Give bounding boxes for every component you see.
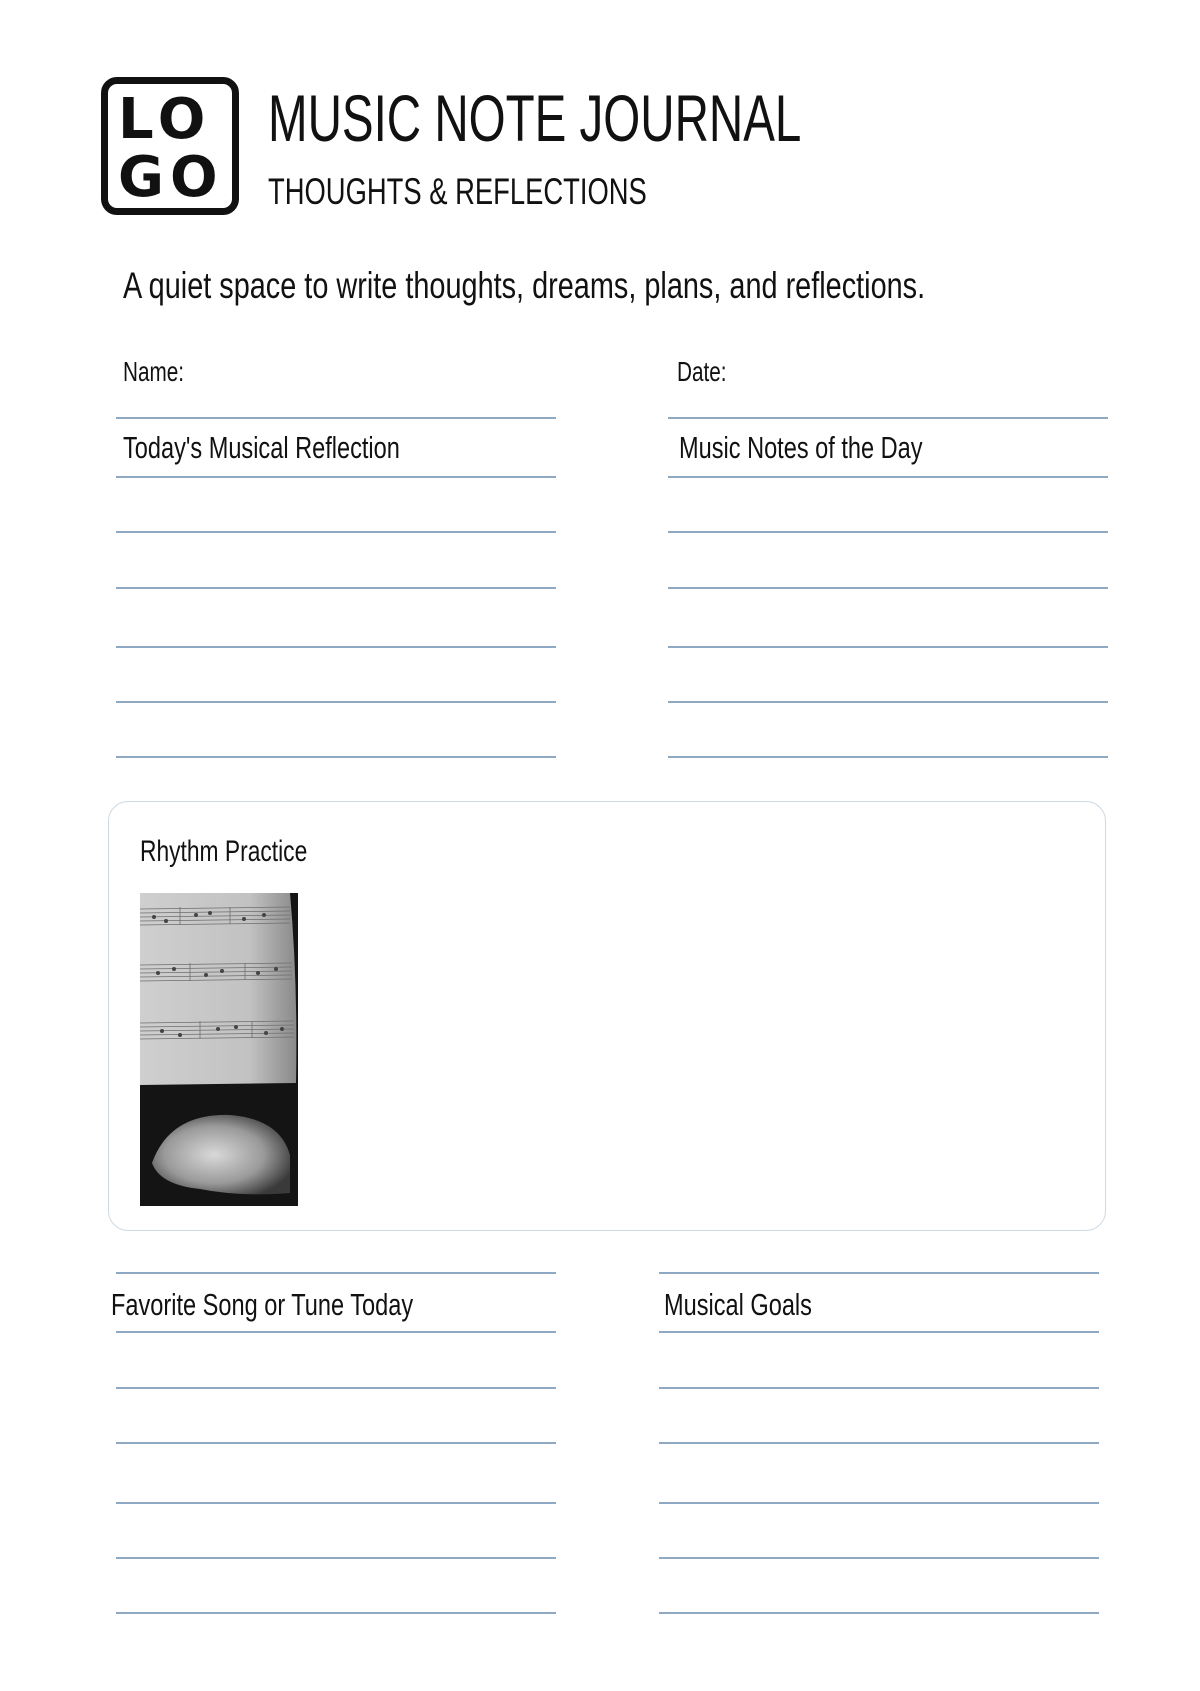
- favorite-song-line-4[interactable]: [116, 1502, 556, 1504]
- goals-line-5[interactable]: [659, 1557, 1099, 1559]
- sheet-music-photo: [140, 893, 298, 1206]
- musical-goals-top-line: [659, 1272, 1099, 1274]
- notes-line-2[interactable]: [668, 531, 1108, 533]
- notes-line-3[interactable]: [668, 587, 1108, 589]
- date-line[interactable]: [668, 417, 1108, 419]
- reflection-line-2[interactable]: [116, 531, 556, 533]
- goals-line-4[interactable]: [659, 1502, 1099, 1504]
- favorite-song-line-2[interactable]: [116, 1387, 556, 1389]
- favorite-song-line-1[interactable]: [116, 1331, 556, 1333]
- reflection-line-3[interactable]: [116, 587, 556, 589]
- goals-line-2[interactable]: [659, 1387, 1099, 1389]
- tagline: A quiet space to write thoughts, dreams, plans, and reflections.: [123, 265, 926, 306]
- favorite-song-line-3[interactable]: [116, 1442, 556, 1444]
- notes-line-6[interactable]: [668, 756, 1108, 758]
- goals-line-6[interactable]: [659, 1612, 1099, 1614]
- reflection-line-1[interactable]: [116, 476, 556, 478]
- page-subtitle: THOUGHTS & REFLECTIONS: [268, 171, 647, 212]
- reflection-line-4[interactable]: [116, 646, 556, 648]
- goals-line-1[interactable]: [659, 1331, 1099, 1333]
- notes-line-4[interactable]: [668, 646, 1108, 648]
- musical-reflection-heading: Today's Musical Reflection: [123, 430, 400, 465]
- date-label: Date:: [677, 356, 727, 387]
- favorite-song-heading: Favorite Song or Tune Today: [111, 1287, 414, 1322]
- logo-top-row: LO: [118, 87, 212, 152]
- goals-line-3[interactable]: [659, 1442, 1099, 1444]
- name-line[interactable]: [116, 417, 556, 419]
- name-label: Name:: [123, 356, 185, 387]
- favorite-song-top-line: [116, 1272, 556, 1274]
- favorite-song-line-6[interactable]: [116, 1612, 556, 1614]
- rhythm-practice-heading: Rhythm Practice: [140, 835, 308, 868]
- page-title: MUSIC NOTE JOURNAL: [268, 81, 802, 155]
- reflection-line-5[interactable]: [116, 701, 556, 703]
- logo-bottom-row: GO: [118, 145, 224, 210]
- music-notes-heading: Music Notes of the Day: [679, 430, 923, 465]
- favorite-song-line-5[interactable]: [116, 1557, 556, 1559]
- musical-goals-heading: Musical Goals: [664, 1287, 812, 1322]
- reflection-line-6[interactable]: [116, 756, 556, 758]
- notes-line-1[interactable]: [668, 476, 1108, 478]
- notes-line-5[interactable]: [668, 701, 1108, 703]
- logo: [101, 77, 239, 215]
